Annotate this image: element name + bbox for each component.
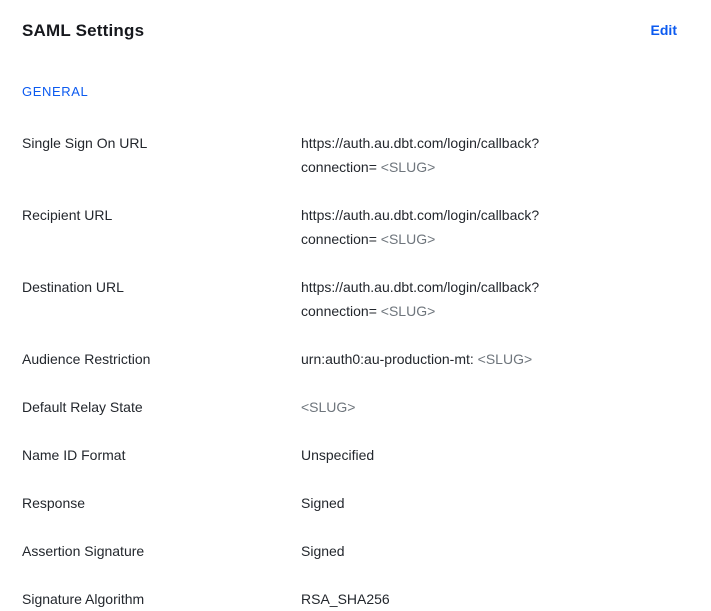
- value-text: RSA_SHA256: [301, 591, 390, 607]
- setting-value-line: [301, 539, 677, 563]
- settings-row: [22, 491, 677, 515]
- setting-value-line: [301, 299, 677, 323]
- value-text: Unspecified: [301, 447, 375, 463]
- page-header: [22, 20, 677, 42]
- slug-placeholder: <SLUG>: [301, 399, 356, 415]
- value-text: connection=: [301, 159, 381, 175]
- setting-value: [301, 443, 677, 467]
- setting-value-line: [301, 491, 677, 515]
- settings-row: [22, 395, 677, 419]
- setting-label: Name ID Format: [22, 447, 126, 463]
- value-text: https://auth.au.dbt.com/login/callback?: [301, 207, 540, 223]
- setting-label: Response: [22, 495, 86, 511]
- setting-label: Assertion Signature: [22, 543, 145, 559]
- settings-row: [22, 539, 677, 563]
- setting-value-line: [301, 275, 677, 299]
- slug-placeholder: <SLUG>: [380, 231, 436, 247]
- page-title: SAML Settings: [22, 21, 145, 40]
- settings-row: [22, 347, 677, 371]
- value-text: connection=: [301, 303, 381, 319]
- setting-label: Default Relay State: [22, 399, 143, 415]
- settings-row: [22, 275, 677, 323]
- setting-label: Destination URL: [22, 279, 124, 295]
- setting-value-line: [301, 395, 677, 419]
- value-text: urn:auth0:au-production-mt:: [301, 351, 478, 367]
- setting-value: [301, 347, 677, 371]
- setting-value: [301, 275, 677, 323]
- setting-value-line: [301, 347, 677, 371]
- slug-placeholder: <SLUG>: [380, 303, 436, 319]
- value-text: Signed: [301, 495, 345, 511]
- section-label-general: GENERAL: [22, 84, 89, 99]
- settings-row: [22, 131, 677, 179]
- settings-row: [22, 203, 677, 251]
- value-text: connection=: [301, 231, 381, 247]
- setting-value-line: [301, 203, 677, 227]
- value-text: Signed: [301, 543, 345, 559]
- setting-label: Single Sign On URL: [22, 135, 148, 151]
- settings-list: [22, 131, 677, 611]
- setting-value: [301, 203, 677, 251]
- setting-value-line: [301, 155, 677, 179]
- setting-value-line: [301, 443, 677, 467]
- setting-value: [301, 131, 677, 179]
- value-text: https://auth.au.dbt.com/login/callback?: [301, 135, 540, 151]
- settings-row: [22, 587, 677, 611]
- slug-placeholder: <SLUG>: [380, 159, 436, 175]
- setting-label: Signature Algorithm: [22, 591, 145, 607]
- setting-value-line: [301, 227, 677, 251]
- setting-value: [301, 539, 677, 563]
- setting-value: [301, 491, 677, 515]
- value-text: https://auth.au.dbt.com/login/callback?: [301, 279, 540, 295]
- setting-value: [301, 395, 677, 419]
- edit-button[interactable]: Edit: [650, 22, 677, 38]
- setting-value-line: [301, 131, 677, 155]
- settings-row: [22, 443, 677, 467]
- setting-label: Recipient URL: [22, 207, 113, 223]
- setting-value-line: [301, 587, 677, 611]
- setting-label: Audience Restriction: [22, 351, 151, 367]
- setting-value: [301, 587, 677, 611]
- slug-placeholder: <SLUG>: [477, 351, 533, 367]
